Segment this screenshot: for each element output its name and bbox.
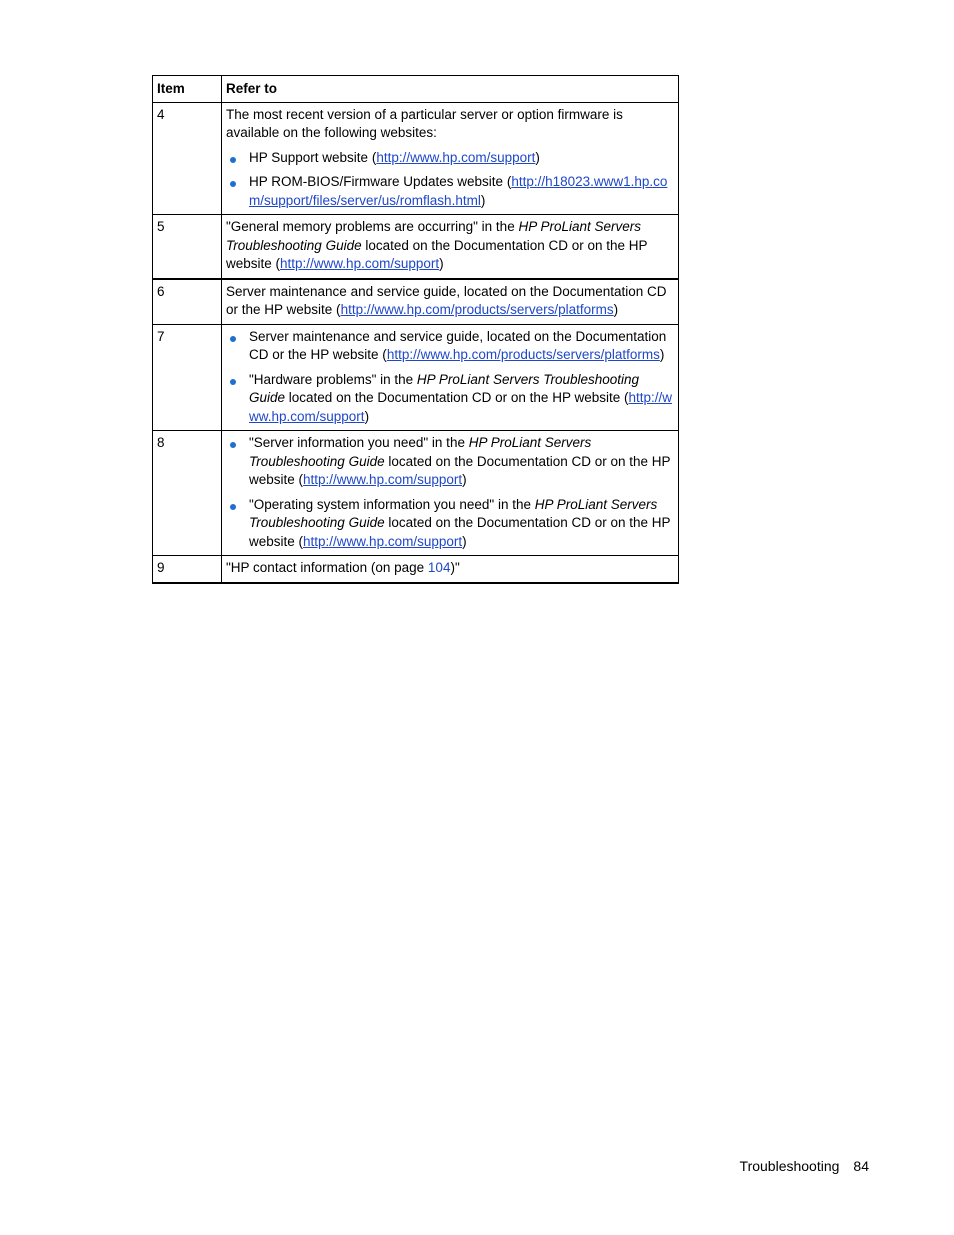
- guide-title: HP ProLiant Servers Troubleshooting Guide: [249, 496, 658, 530]
- refer-to-cell: [222, 102, 679, 215]
- bullet-text-end: ): [462, 472, 467, 487]
- bullet-text: "Server information you need" in the: [249, 435, 469, 450]
- refer-to-cell: [222, 279, 679, 325]
- row-lead-text: The most recent version of a particular server or option firmware is available on the following websites:: [226, 106, 623, 140]
- bullet-text: HP Support website (: [249, 149, 377, 165]
- bullet-text-end: ): [462, 533, 467, 549]
- row-text-end: ): [613, 302, 619, 317]
- header-refer-to: Refer to: [222, 76, 679, 103]
- support-link[interactable]: http://www.hp.com/support: [376, 149, 536, 165]
- table-header-row: [153, 76, 679, 103]
- row-text-mid: located on the Documentation CD or on the HP website (: [226, 237, 648, 271]
- bullet-text-end: ): [659, 347, 665, 362]
- support-link[interactable]: http://www.hp.com/support: [303, 472, 463, 487]
- bullet-dot-icon: [230, 379, 236, 385]
- support-link[interactable]: http://www.hp.com/support: [303, 533, 463, 549]
- bullet-dot-icon: [230, 157, 236, 163]
- bullet-text: "Hardware problems" in the: [249, 371, 417, 387]
- bullet-text: "Operating system information you need" in the: [249, 496, 535, 512]
- bullet-text: HP ROM-BIOS/Firmware Updates website (: [249, 174, 512, 189]
- platforms-link[interactable]: http://www.hp.com/products/servers/platforms: [340, 302, 614, 317]
- bullet-list: [226, 328, 674, 427]
- page-reference-link[interactable]: 104: [427, 560, 451, 575]
- row-text: "HP contact information (on page: [226, 560, 428, 575]
- item-number: 4: [153, 102, 222, 215]
- guide-title: HP ProLiant Servers Troubleshooting Guide: [249, 371, 640, 405]
- list-item: [226, 173, 674, 210]
- support-link[interactable]: http://www.hp.com/support: [249, 390, 673, 424]
- bullet-list: [226, 149, 674, 211]
- table-row: [153, 102, 679, 215]
- page-number: 84: [853, 1158, 869, 1174]
- romflash-link[interactable]: http://h18023.www1.hp.com/support/files/server/us/romflash.html: [249, 174, 668, 208]
- row-text: "General memory problems are occurring" in the: [226, 219, 519, 234]
- table-row: [153, 556, 679, 583]
- refer-to-cell: [222, 215, 679, 279]
- list-item: [226, 371, 674, 427]
- item-number: 5: [153, 215, 222, 279]
- bullet-text-end: ): [535, 149, 540, 165]
- item-number: 8: [153, 431, 222, 556]
- list-item: [226, 434, 674, 490]
- bullet-text-mid: located on the Documentation CD or on the HP website (: [249, 453, 671, 487]
- item-number: 9: [153, 556, 222, 583]
- list-item: [226, 328, 674, 365]
- bullet-dot-icon: [230, 504, 236, 510]
- bullet-list: [226, 434, 674, 551]
- refer-to-cell: [222, 556, 679, 583]
- bullet-text-mid: located on the Documentation CD or on the HP website (: [249, 515, 671, 549]
- bullet-text: Server maintenance and service guide, located on the Documentation CD or the HP website (: [249, 328, 667, 362]
- bullet-dot-icon: [230, 336, 236, 342]
- table-row: [153, 431, 679, 556]
- guide-title: HP ProLiant Servers Troubleshooting Guide: [226, 219, 642, 253]
- page-footer: [740, 1158, 869, 1174]
- platforms-link[interactable]: http://www.hp.com/products/servers/platforms: [386, 347, 660, 362]
- bullet-text-end: ): [364, 408, 370, 424]
- reference-table: [152, 75, 679, 584]
- table-row: [153, 324, 679, 431]
- table-row: [153, 279, 679, 325]
- item-number: 7: [153, 324, 222, 431]
- guide-title: HP ProLiant Servers Troubleshooting Guide: [249, 435, 592, 469]
- list-item: [226, 149, 674, 168]
- refer-to-cell: [222, 324, 679, 431]
- refer-to-cell: [222, 431, 679, 556]
- bullet-dot-icon: [230, 181, 236, 187]
- row-text-end: ): [439, 256, 444, 271]
- row-text-end: )": [450, 560, 460, 575]
- bullet-text-mid: located on the Documentation CD or on the HP website (: [285, 390, 629, 405]
- table-row: [153, 215, 679, 279]
- bullet-dot-icon: [230, 442, 236, 448]
- row-text: Server maintenance and service guide, located on the Documentation CD or the HP website (: [226, 283, 667, 317]
- list-item: [226, 496, 674, 552]
- support-link[interactable]: http://www.hp.com/support: [280, 256, 440, 271]
- header-item: Item: [153, 76, 222, 103]
- footer-section-title: Troubleshooting: [739, 1158, 840, 1174]
- bullet-text-end: ): [480, 192, 486, 208]
- item-number: 6: [153, 279, 222, 325]
